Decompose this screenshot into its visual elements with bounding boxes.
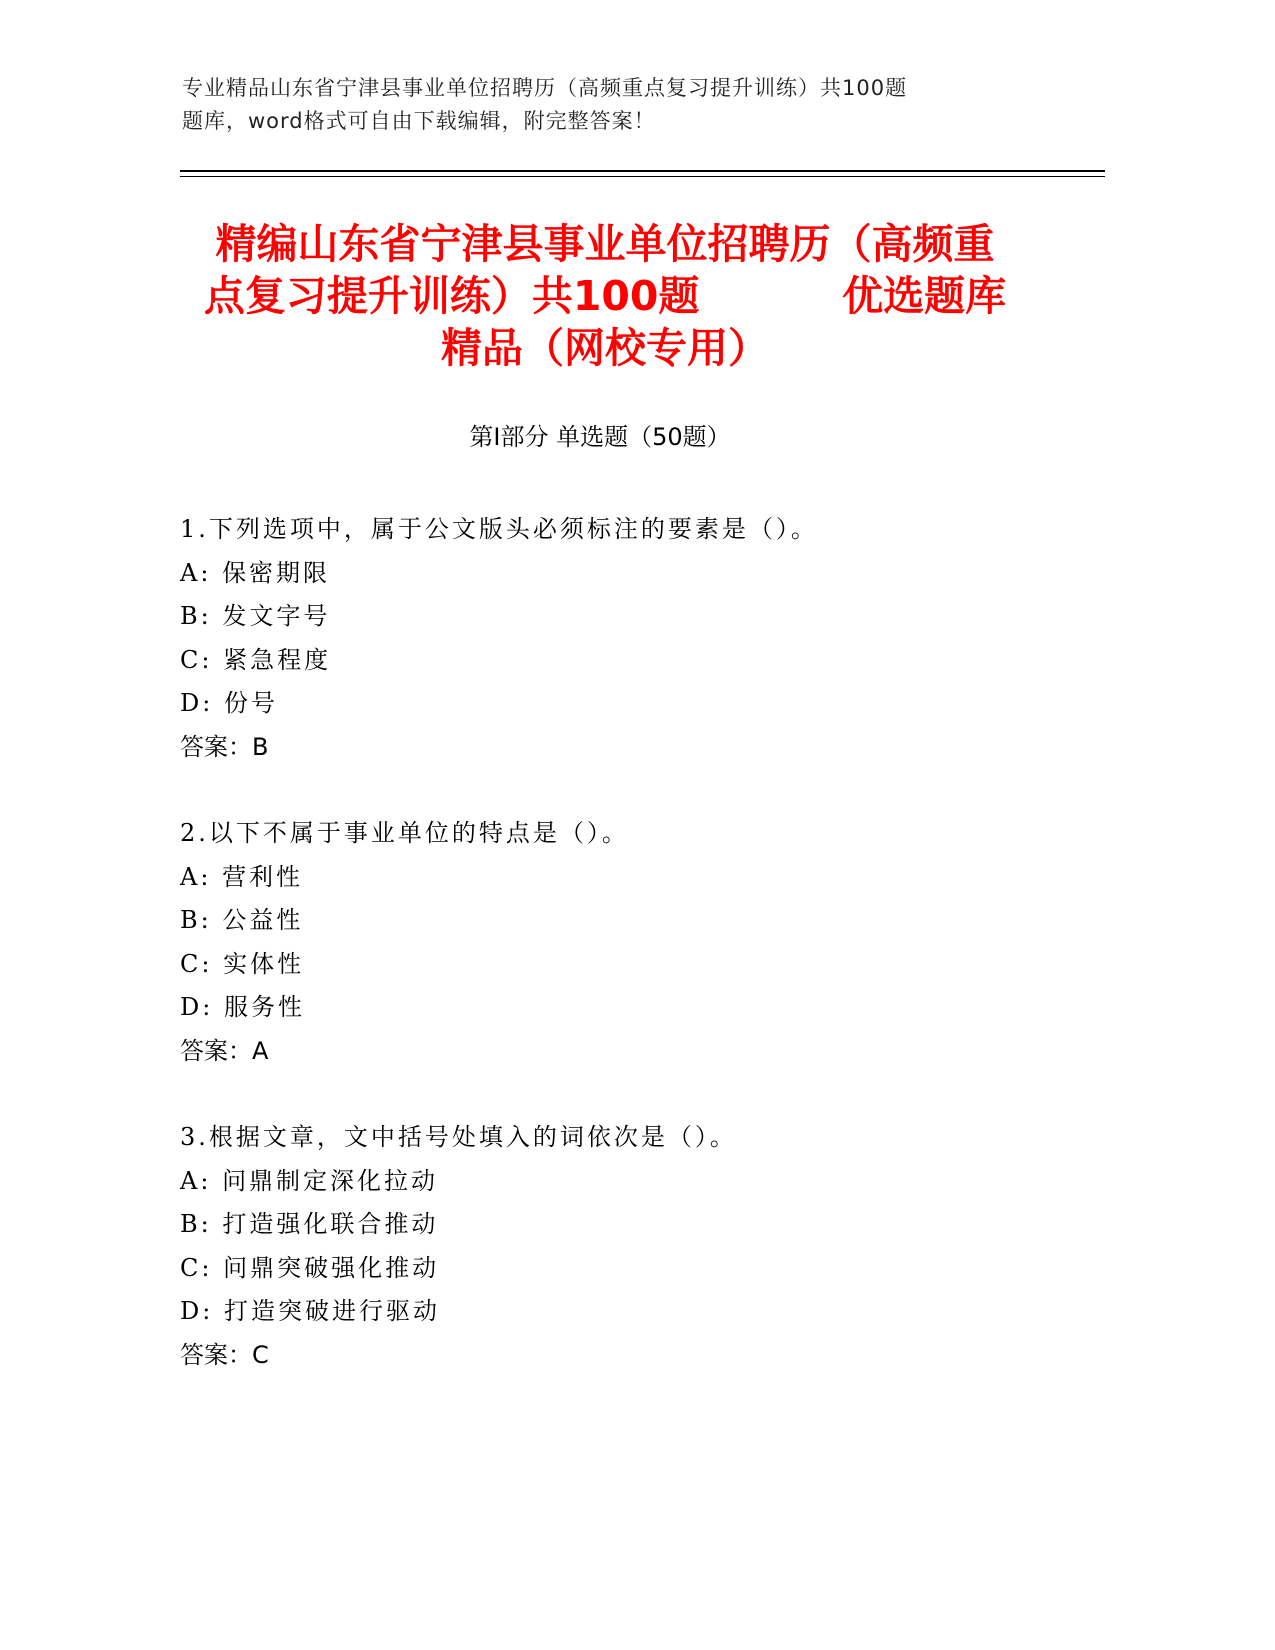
option-label: B: <box>180 602 212 630</box>
question-1 <box>180 508 1080 769</box>
title-line-2: 点复习提升训练）共100题 优选题库 <box>203 272 1007 320</box>
option-a <box>180 1160 1080 1204</box>
option-text: 份号 <box>223 689 278 717</box>
option-label: A: <box>180 862 212 891</box>
answer-line <box>180 1030 1080 1074</box>
answer-line <box>180 1334 1080 1378</box>
option-text: 保密期限 <box>222 558 331 587</box>
option-text: 服务性 <box>223 993 305 1021</box>
question-stem: 2.以下不属于事业单位的特点是（）。 <box>180 819 629 847</box>
option-label: D: <box>180 1297 214 1325</box>
question-2 <box>180 812 1080 1073</box>
option-text: 发文字号 <box>222 602 331 630</box>
header-line-2: 题库，word格式可自由下载编辑，附完整答案！ <box>182 109 656 133</box>
document-title <box>180 218 1030 374</box>
title-line-1: 精编山东省宁津县事业单位招聘历（高频重 <box>215 220 995 268</box>
answer-line <box>180 726 1080 770</box>
section-heading: 第Ⅰ部分 单选题（50题） <box>469 423 731 451</box>
option-c <box>180 639 1080 683</box>
option-c <box>180 1247 1080 1291</box>
question-stem: 1.下列选项中，属于公文版头必须标注的要素是（）。 <box>180 515 818 543</box>
answer-label: 答案： <box>180 1036 252 1065</box>
option-label: C: <box>180 949 213 978</box>
option-b <box>180 1203 1080 1247</box>
answer-value: C <box>252 1340 269 1369</box>
option-text: 打造突破进行驱动 <box>223 1297 440 1325</box>
option-d <box>180 682 1080 726</box>
header-rule-thick <box>180 170 1105 172</box>
option-label: A: <box>180 1166 212 1195</box>
option-d <box>180 986 1080 1030</box>
header-line-1: 专业精品山东省宁津县事业单位招聘历（高频重点复习提升训练）共100题 <box>182 76 908 100</box>
option-text: 营利性 <box>222 862 304 891</box>
answer-value: B <box>252 732 269 761</box>
option-text: 公益性 <box>222 906 304 934</box>
option-c <box>180 943 1080 987</box>
option-text: 问鼎突破强化推动 <box>223 1253 440 1282</box>
question-stem: 3.根据文章，文中括号处填入的词依次是（）。 <box>180 1123 737 1151</box>
answer-value: A <box>252 1036 269 1065</box>
option-label: C: <box>180 645 213 674</box>
option-label: D: <box>180 993 214 1021</box>
answer-label: 答案： <box>180 732 252 761</box>
option-a <box>180 552 1080 596</box>
option-b <box>180 595 1080 639</box>
page-header <box>182 72 1002 138</box>
option-label: B: <box>180 1210 212 1238</box>
header-rule-thin <box>180 176 1105 177</box>
option-text: 紧急程度 <box>223 645 332 674</box>
option-text: 实体性 <box>223 949 305 978</box>
option-label: A: <box>180 558 212 587</box>
option-b <box>180 899 1080 943</box>
option-label: C: <box>180 1253 213 1282</box>
option-a <box>180 856 1080 900</box>
option-text: 打造强化联合推动 <box>222 1210 439 1238</box>
answer-label: 答案： <box>180 1340 252 1369</box>
option-label: B: <box>180 906 212 934</box>
option-text: 问鼎制定深化拉动 <box>222 1166 439 1195</box>
question-3 <box>180 1116 1080 1377</box>
title-line-3: 精品（网校专用） <box>441 324 769 372</box>
option-d <box>180 1290 1080 1334</box>
question-list <box>180 508 1080 1420</box>
option-label: D: <box>180 689 214 717</box>
